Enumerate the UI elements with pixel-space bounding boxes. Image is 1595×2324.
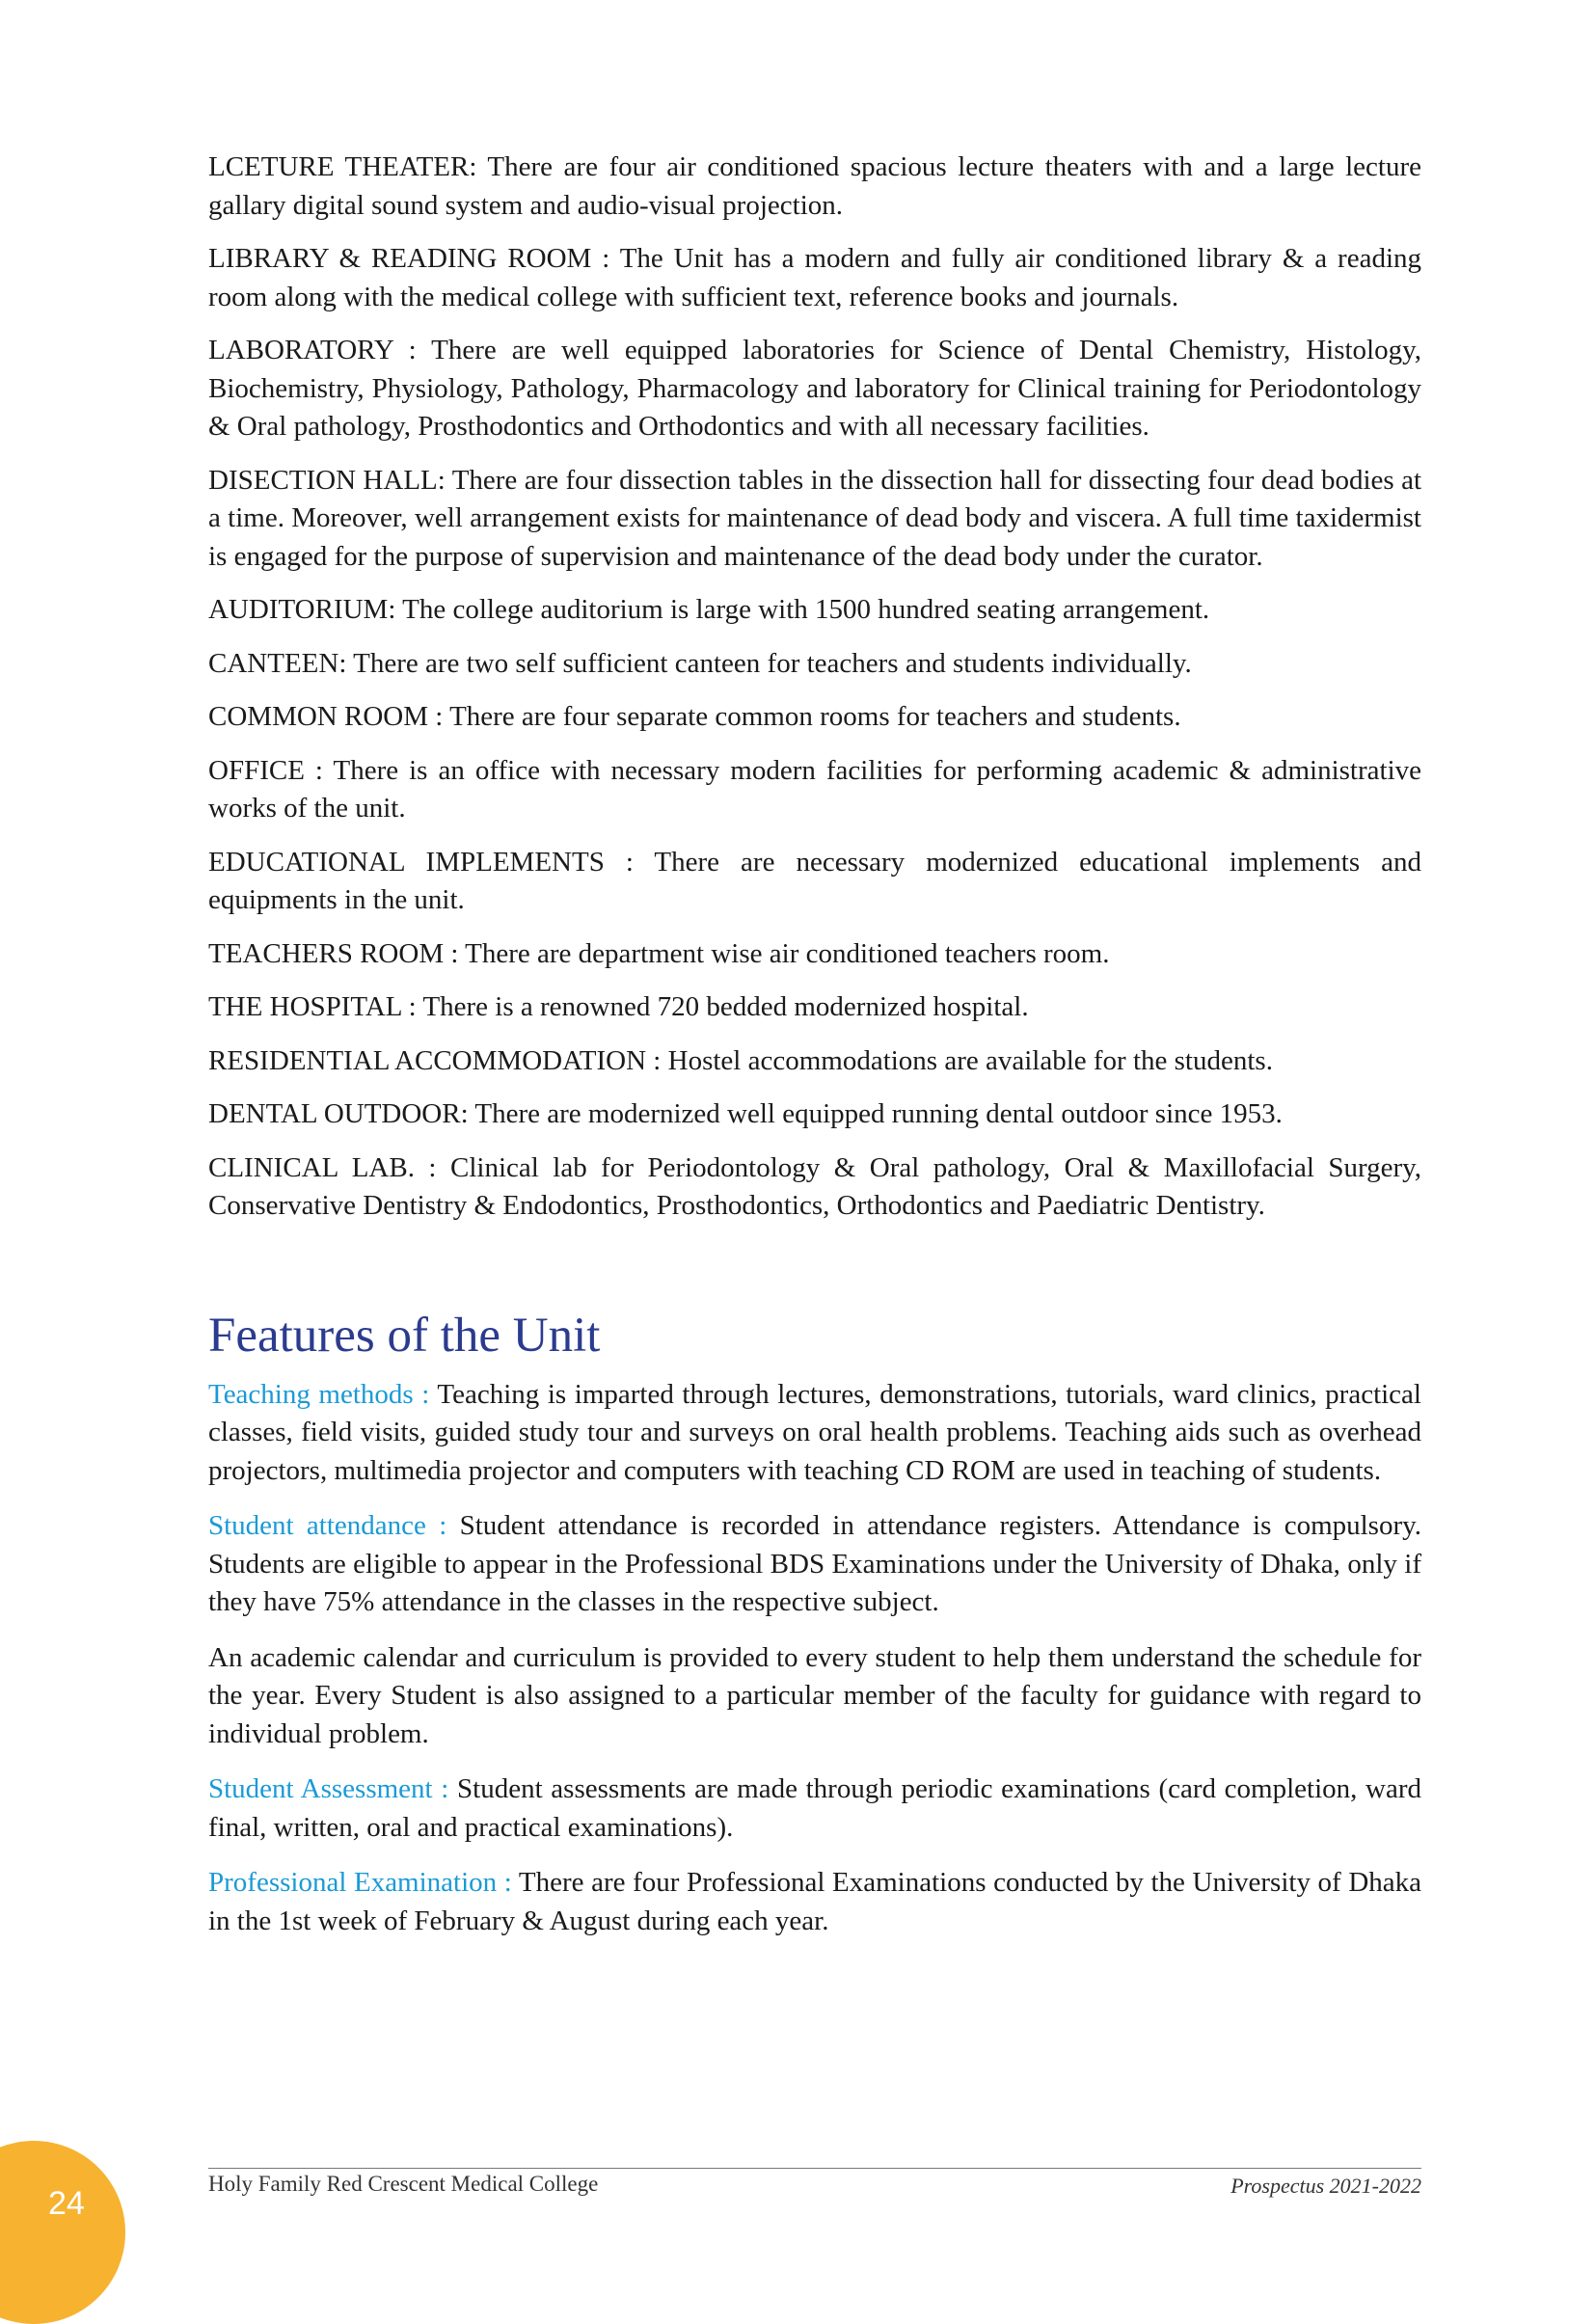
features-heading: Features of the Unit <box>208 1308 601 1363</box>
facility-teachers-room <box>208 935 1421 974</box>
facility-label: LIBRARY & READING ROOM : <box>208 243 610 274</box>
feature-label: Teaching methods : <box>208 1378 430 1410</box>
feature-professional-examination <box>208 1864 1421 1940</box>
footer-college-name: Holy Family Red Crescent Medical College <box>208 2172 599 2196</box>
facilities-section <box>208 149 1421 1226</box>
facility-text: There are modernized well equipped running dental outdoor since 1953. <box>474 1098 1283 1129</box>
features-section <box>208 1376 1421 1941</box>
facility-label: LCETURE THEATER: <box>208 151 477 182</box>
page-number-badge <box>0 2141 125 2324</box>
facility-canteen <box>208 645 1421 684</box>
feature-text: There are four Professional Examinations conducted by the University of Dhaka in the 1st week of February & August during each year. <box>208 1867 1422 1936</box>
facility-text: There are department wise air conditioned teachers room. <box>465 937 1110 969</box>
facility-label: COMMON ROOM : <box>208 701 444 732</box>
facility-residential <box>208 1042 1421 1081</box>
facility-auditorium <box>208 591 1421 630</box>
footer-prospectus: Prospectus 2021-2022 <box>1230 2174 1421 2198</box>
page-number: 24 <box>48 2185 85 2222</box>
facility-dental-outdoor <box>208 1095 1421 1134</box>
facility-label: EDUCATIONAL IMPLEMENTS : <box>208 846 634 878</box>
feature-text: Student assessments are made through periodic examinations (card completion, ward final, written, oral and practical examinations). <box>208 1773 1422 1843</box>
facility-lecture-theater <box>208 149 1421 225</box>
facility-text: There are four separate common rooms for teachers and students. <box>449 701 1181 732</box>
facility-text: The college auditorium is large with 1500 hundred seating arrangement. <box>402 594 1210 625</box>
feature-student-attendance <box>208 1507 1421 1622</box>
facility-label: TEACHERS ROOM : <box>208 937 459 969</box>
facility-text: There are two self sufficient canteen for teachers and students individually. <box>353 647 1192 679</box>
feature-text: Teaching is imparted through lectures, demonstrations, tutorials, ward clinics, practical classes, field visits, guided study tour and surveys on oral health problems. Teaching aids such as overhead projectors, multimedia projector and computers with teaching CD ROM are used in teaching of students. <box>208 1378 1421 1486</box>
feature-text: An academic calendar and curriculum is provided to every student to help them understand the schedule for the year. Every Student is also assigned to a particular member of the faculty for guidance with regard to individual problem. <box>208 1641 1421 1749</box>
facility-laboratory <box>208 332 1421 446</box>
facility-text: There are well equipped laboratories for Science of Dental Chemistry, Histology, Biochemistry, Physiology, Pathology, Pharmacology and laboratory for Clinical training for Periodontology & Oral pathology, Prosthodontics and Orthodontics and with all necessary facilities. <box>208 335 1421 442</box>
facility-office <box>208 752 1421 828</box>
facility-text: Hostel accommodations are available for the students. <box>667 1044 1273 1076</box>
facility-label: OFFICE : <box>208 754 323 786</box>
feature-label: Professional Examination : <box>208 1867 512 1898</box>
feature-label: Student attendance : <box>208 1510 447 1541</box>
footer-divider <box>208 2168 1421 2169</box>
facility-educational-implements <box>208 844 1421 920</box>
facility-text: Clinical lab for Periodontology & Oral pathology, Oral & Maxillofacial Surgery, Conservative Dentistry & Endodontics, Prosthodontics, Orthodontics and Paediatric Dentistry. <box>208 1151 1422 1221</box>
facility-label: RESIDENTIAL ACCOMMODATION : <box>208 1044 662 1076</box>
feature-label: Student Assessment : <box>208 1773 449 1804</box>
facility-label: DENTAL OUTDOOR: <box>208 1098 469 1129</box>
facility-dissection-hall <box>208 462 1421 577</box>
facility-text: The Unit has a modern and fully air conditioned library & a reading room along with the medical college with sufficient text, reference books and journals. <box>208 243 1421 312</box>
facility-hospital <box>208 988 1421 1027</box>
facility-common-room <box>208 698 1421 737</box>
facility-label: THE HOSPITAL : <box>208 991 417 1022</box>
facility-library <box>208 240 1421 316</box>
facility-label: CLINICAL LAB. : <box>208 1151 437 1183</box>
facility-label: CANTEEN: <box>208 647 347 679</box>
facility-label: LABORATORY : <box>208 335 417 365</box>
facility-label: AUDITORIUM: <box>208 594 396 625</box>
facility-text: There are four dissection tables in the dissection hall for dissecting four dead bodies at a time. Moreover, well arrangement exists for maintenance of dead body and viscera. A full time taxidermist is engaged for the purpose of supervision and maintenance of the dead body under the curator. <box>208 464 1422 572</box>
facility-text: There are four air conditioned spacious lecture theaters with and a large lecture gallary digital sound system and audio-visual projection. <box>208 151 1422 221</box>
facility-text: There are necessary modernized educational implements and equipments in the unit. <box>208 846 1421 915</box>
facility-label: DISECTION HALL: <box>208 464 446 496</box>
facility-clinical-lab <box>208 1149 1421 1226</box>
feature-student-assessment <box>208 1770 1421 1847</box>
page-content <box>208 149 1421 1958</box>
facility-text: There is an office with necessary modern facilities for performing academic & administrative works of the unit. <box>208 754 1421 824</box>
facility-text: There is a renowned 720 bedded modernized hospital. <box>422 991 1029 1022</box>
feature-teaching-methods <box>208 1376 1421 1491</box>
feature-text: Student attendance is recorded in attendance registers. Attendance is compulsory. Students are eligible to appear in the Professional BDS Examinations under the University of Dhaka, only if they have 75% attendance in the classes in the respective subject. <box>208 1510 1421 1617</box>
feature-academic-calendar <box>208 1639 1421 1754</box>
